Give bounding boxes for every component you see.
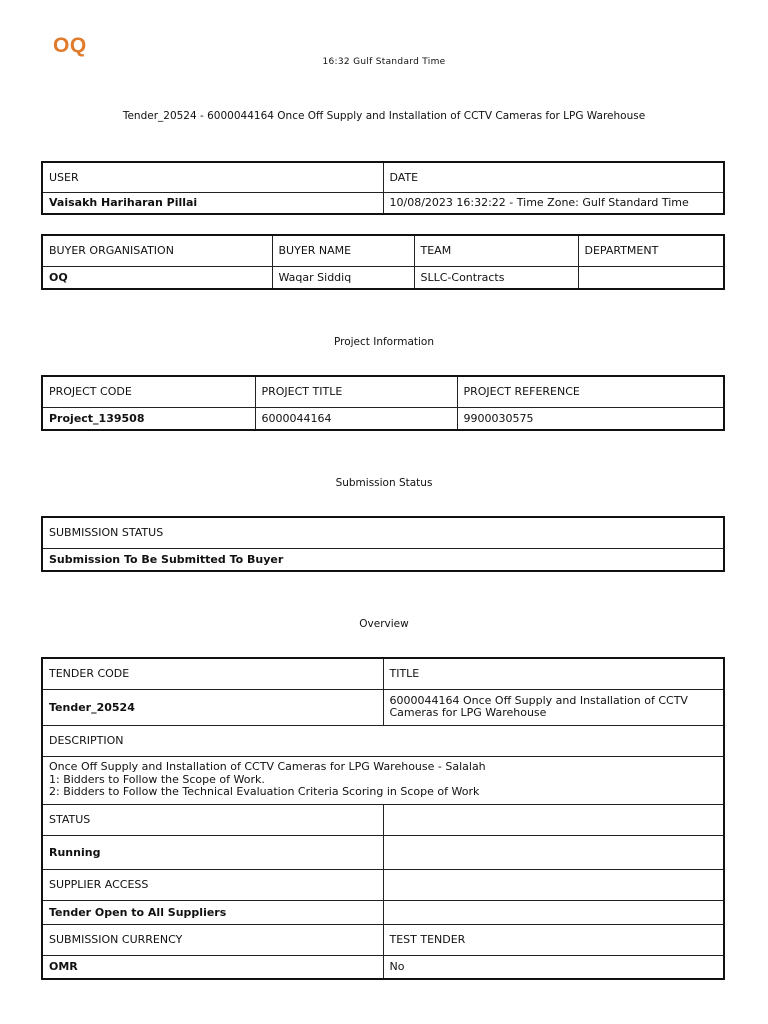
date-label: DATE [383, 162, 724, 192]
status-label: STATUS [42, 804, 383, 835]
date-value: 10/08/2023 16:32:22 - Time Zone: Gulf Standard Time [383, 192, 724, 214]
buyer-organisation-label: BUYER ORGANISATION [42, 235, 272, 266]
overview-heading: Overview [359, 618, 409, 630]
submission-status-value: Submission To Be Submitted To Buyer [42, 548, 724, 571]
project-reference-label: PROJECT REFERENCE [457, 376, 724, 407]
submission-status-heading: Submission Status [335, 477, 433, 489]
supplier-access-label: SUPPLIER ACCESS [42, 869, 383, 900]
title-value [383, 689, 724, 725]
tender-code-value: Tender_20524 [42, 689, 383, 725]
department-value [578, 266, 724, 289]
status-value-empty-cell [383, 835, 724, 869]
buyer-name-value: Waqar Siddiq [272, 266, 414, 289]
project-code-label: PROJECT CODE [42, 376, 255, 407]
project-title-value: 6000044164 [255, 407, 457, 430]
description-line-1: Once Off Supply and Installation of CCTV Cameras for LPG Warehouse - Salalah [49, 760, 486, 774]
buyer-table [41, 234, 725, 290]
title-value-line-1: 6000044164 Once Off Supply and Installation of CCTV [389, 693, 688, 707]
submission-currency-value: OMR [42, 955, 383, 979]
title-label: TITLE [383, 658, 724, 689]
department-label: DEPARTMENT [578, 235, 724, 266]
description-value [42, 756, 724, 804]
timestamp: 16:32 Gulf Standard Time [322, 57, 446, 67]
submission-status-label: SUBMISSION STATUS [42, 517, 724, 548]
tender-code-label: TENDER CODE [42, 658, 383, 689]
project-code-value: Project_139508 [42, 407, 255, 430]
team-label: TEAM [414, 235, 578, 266]
supplier-access-value: Tender Open to All Suppliers [42, 900, 383, 924]
buyer-organisation-value: OQ [42, 266, 272, 289]
overview-table [41, 657, 725, 980]
description-label: DESCRIPTION [42, 725, 724, 756]
project-information-heading: Project Information [333, 336, 435, 348]
description-line-3: 2: Bidders to Follow the Technical Evaluation Criteria Scoring in Scope of Work [49, 785, 480, 799]
submission-currency-label: SUBMISSION CURRENCY [42, 924, 383, 955]
oq-logo: OQ [53, 34, 87, 57]
supplier-access-label-empty-cell [383, 869, 724, 900]
project-title-label: PROJECT TITLE [255, 376, 457, 407]
user-date-table [41, 161, 725, 215]
supplier-access-value-empty-cell [383, 900, 724, 924]
user-value: Vaisakh Hariharan Pillai [42, 192, 383, 214]
submission-status-table [41, 516, 725, 572]
test-tender-label: TEST TENDER [383, 924, 724, 955]
test-tender-value: No [383, 955, 724, 979]
description-line-2: 1: Bidders to Follow the Scope of Work. [49, 772, 265, 786]
document-title: Tender_20524 - 6000044164 Once Off Supply and Installation of CCTV Cameras for LPG Warehouse [122, 110, 646, 122]
status-label-empty-cell [383, 804, 724, 835]
user-label: USER [42, 162, 383, 192]
buyer-name-label: BUYER NAME [272, 235, 414, 266]
title-value-line-2: Cameras for LPG Warehouse [389, 706, 547, 719]
project-reference-value: 9900030575 [457, 407, 724, 430]
status-value: Running [42, 835, 383, 869]
team-value: SLLC-Contracts [414, 266, 578, 289]
project-table [41, 375, 725, 431]
